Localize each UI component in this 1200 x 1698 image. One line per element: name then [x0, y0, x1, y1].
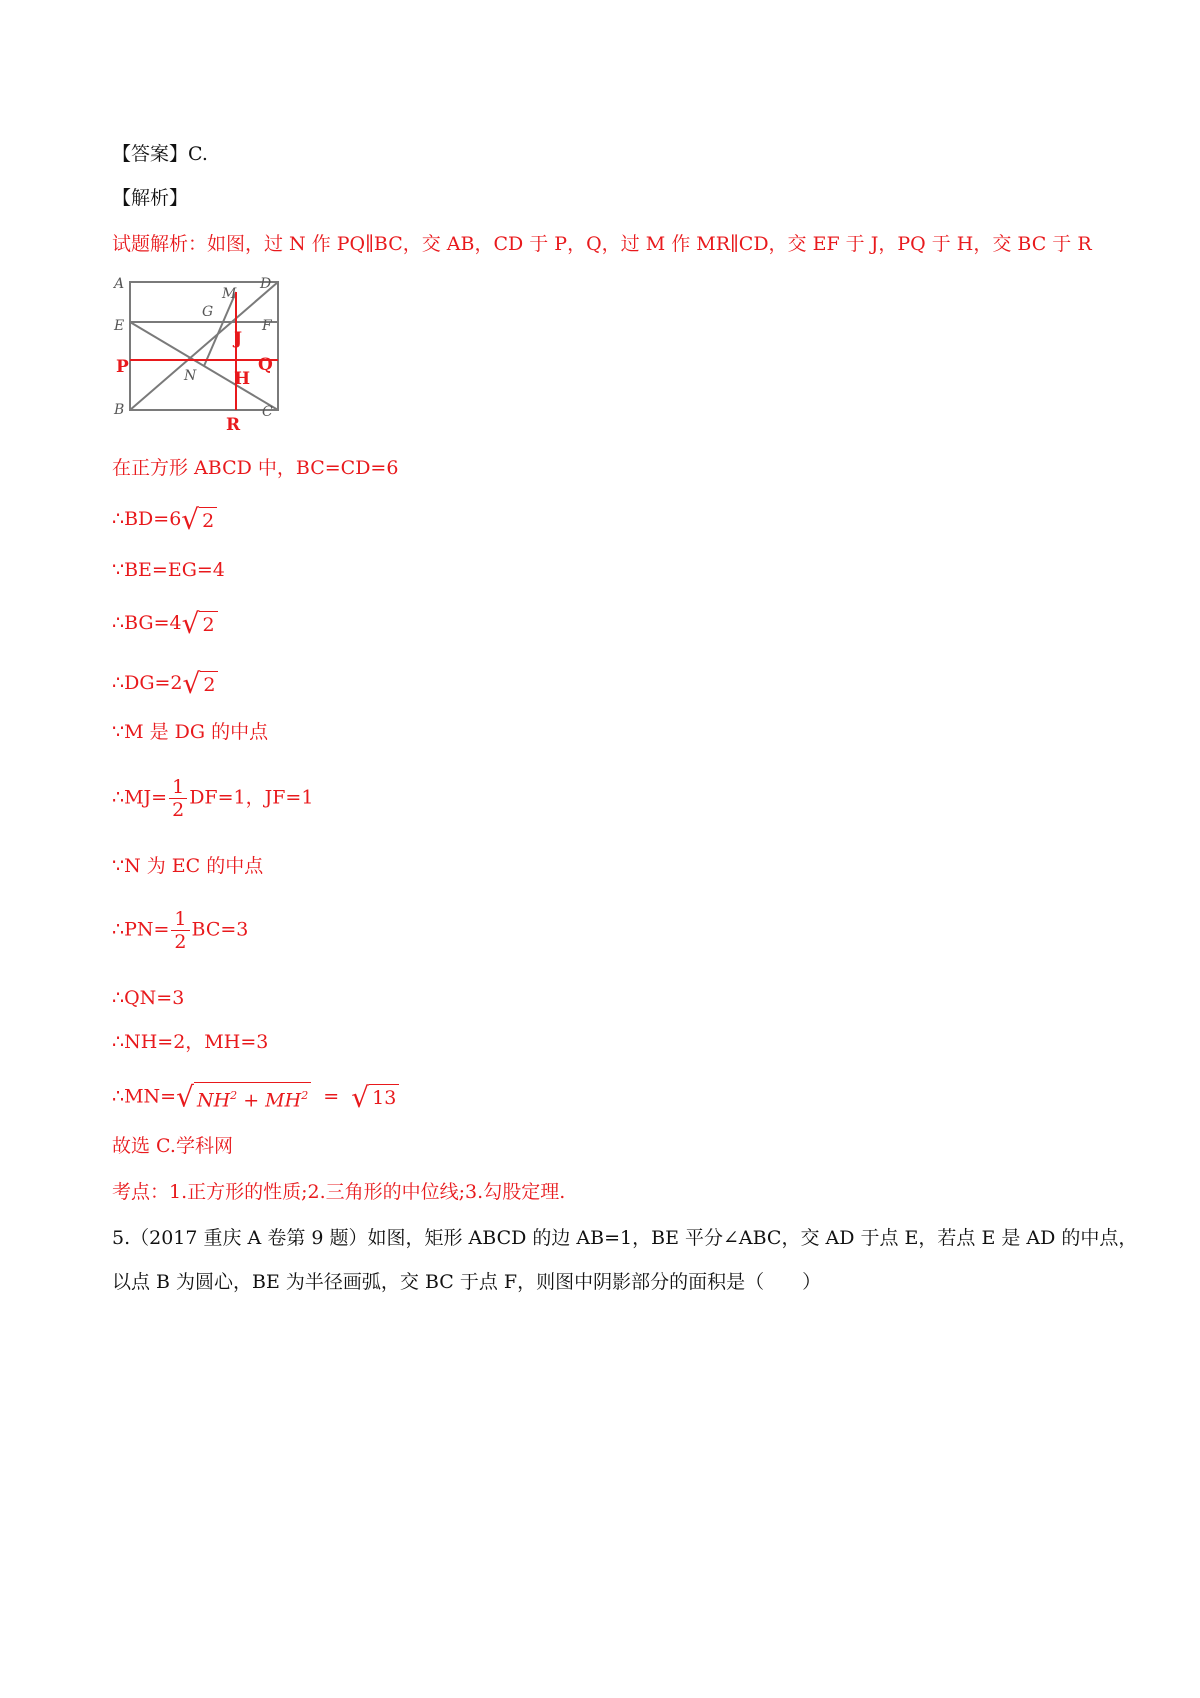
- exam-points: 考点：1.正方形的性质;2.三角形的中位线;3.勾股定理.: [112, 1181, 566, 1203]
- sqrt-expression: √ 2: [182, 610, 218, 638]
- label-b: B: [114, 402, 125, 418]
- exponent: 2: [301, 1089, 309, 1102]
- step-4: [112, 607, 218, 640]
- sqrt-expression: √ 2: [181, 506, 217, 534]
- answer-label: 【答案】: [112, 143, 189, 165]
- label-p: P: [116, 357, 129, 377]
- step-2-text: ∴BD=6: [112, 508, 182, 530]
- label-e: E: [114, 318, 125, 334]
- radicand: 2: [199, 611, 217, 638]
- numerator: 1: [171, 908, 189, 931]
- step-7-tail: DF=1，JF=1: [189, 786, 314, 809]
- step-11: ∴NH=2，MH=3: [112, 1031, 269, 1053]
- step-1: 在正方形 ABCD 中，BC=CD=6: [112, 457, 399, 479]
- label-j: J: [234, 329, 243, 349]
- radicand: 2: [200, 671, 218, 698]
- square-diagram: [108, 268, 308, 438]
- step-9-tail: BC=3: [191, 918, 249, 941]
- label-a: A: [114, 276, 125, 292]
- label-h: H: [234, 369, 251, 389]
- label-d: D: [260, 276, 272, 292]
- intro-text: 试题解析：如图，过 N 作 PQ∥BC，交 AB，CD 于 P，Q，过 M 作 MR∥CD，交 EF 于 J，PQ 于 H，交 BC 于 R: [112, 233, 1092, 255]
- next-question-line-2: 以点 B 为圆心，BE 为半径画弧，交 BC 于点 F，则图中阴影部分的面积是（ ）: [112, 1271, 822, 1293]
- sqrt-expression: √ 13: [351, 1084, 399, 1112]
- equals-sign: =: [323, 1085, 340, 1108]
- step-12-text: ∴MN=: [112, 1085, 177, 1108]
- label-m: M: [222, 286, 237, 302]
- step-12: [112, 1082, 399, 1113]
- step-8: ∵N 为 EC 的中点: [112, 855, 264, 877]
- step-4-text: ∴BG=4: [112, 612, 182, 634]
- answer-value: C.: [188, 143, 208, 165]
- step-7: [112, 776, 313, 821]
- step-5-text: ∴DG=2: [112, 672, 183, 694]
- step-7-text: ∴MJ=: [112, 786, 168, 809]
- exponent: 2: [230, 1089, 238, 1102]
- sqrt-expression: √ 2: [183, 670, 219, 698]
- analysis-header: 【解析】: [112, 187, 189, 209]
- step-6: ∵M 是 DG 的中点: [112, 721, 269, 743]
- term-nh: NH: [196, 1089, 231, 1112]
- fraction: [169, 776, 187, 821]
- label-f: F: [262, 318, 272, 334]
- radicand: 2: [199, 507, 217, 534]
- radicand: [194, 1082, 311, 1113]
- label-n: N: [184, 368, 197, 384]
- step-2: [112, 503, 217, 536]
- denominator: 2: [172, 799, 185, 821]
- next-question-line-1: 5.（2017 重庆 A 卷第 9 题）如图，矩形 ABCD 的边 AB=1，BE 平分∠ABC，交 AD 于点 E，若点 E 是 AD 的中点，: [112, 1227, 1138, 1249]
- term-mh: MH: [265, 1089, 302, 1112]
- label-g: G: [202, 304, 214, 320]
- label-r: R: [226, 415, 241, 435]
- step-5: [112, 667, 218, 700]
- numerator: 1: [169, 776, 187, 799]
- plus-sign: +: [243, 1089, 260, 1112]
- step-13: 故选 C.学科网: [112, 1135, 233, 1157]
- answer-line: [112, 142, 208, 166]
- denominator: 2: [174, 931, 187, 953]
- radicand: 13: [369, 1084, 399, 1111]
- label-q: Q: [258, 355, 273, 375]
- step-9-text: ∴PN=: [112, 918, 170, 941]
- sqrt-expression: √ $NH^2 + MH^2$: [176, 1082, 311, 1113]
- fraction: [171, 908, 189, 953]
- step-9: [112, 908, 248, 953]
- diagonal-bd: [130, 282, 278, 410]
- step-10: ∴QN=3: [112, 987, 185, 1009]
- label-c: C: [262, 404, 273, 420]
- step-3: ∵BE=EG=4: [112, 559, 225, 581]
